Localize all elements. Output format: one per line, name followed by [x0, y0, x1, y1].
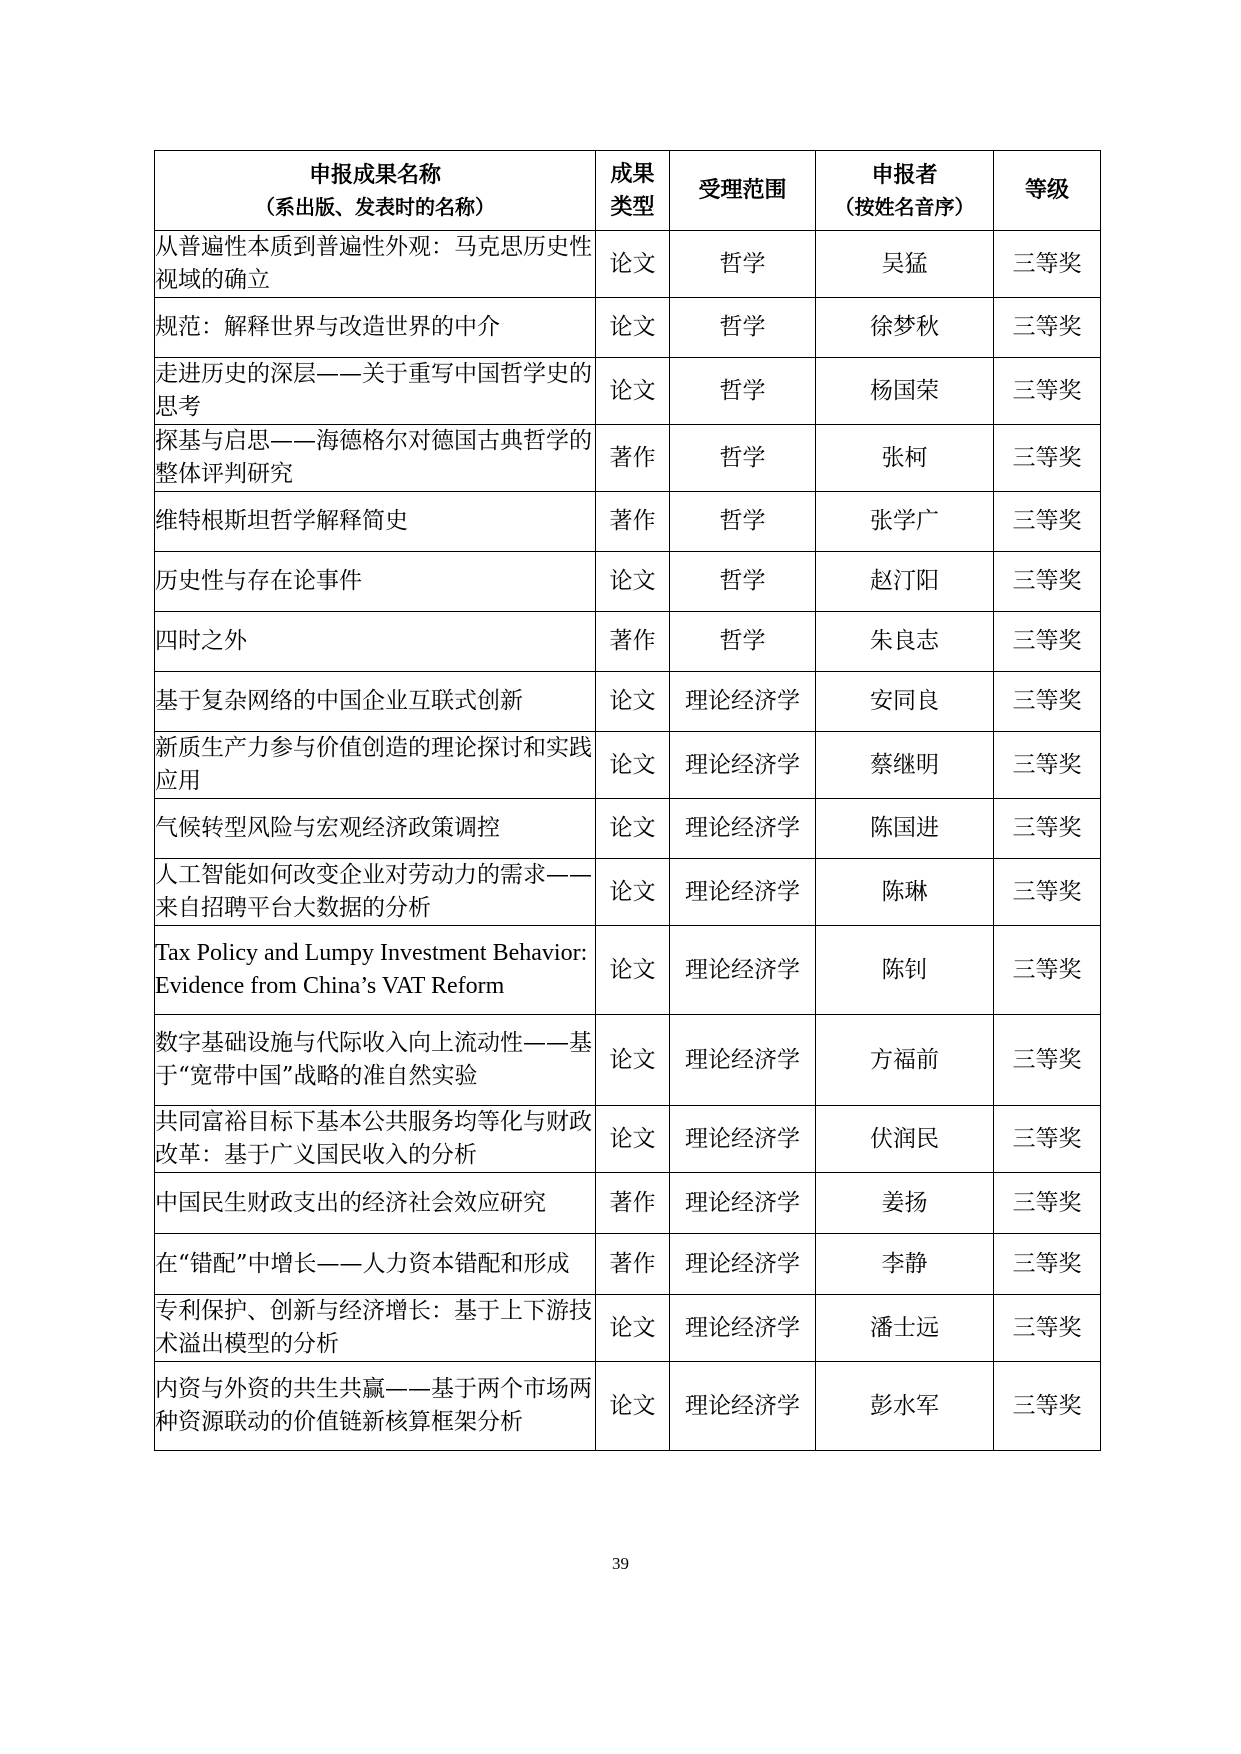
cell-title: 从普遍性本质到普遍性外观：马克思历史性视域的确立 — [155, 231, 596, 298]
cell-applicant: 陈国进 — [816, 799, 994, 859]
cell-type: 论文 — [596, 298, 670, 358]
header-title — [155, 151, 596, 231]
cell-grade: 三等奖 — [994, 799, 1101, 859]
cell-type: 著作 — [596, 1234, 670, 1295]
cell-scope: 理论经济学 — [670, 859, 816, 926]
cell-type: 论文 — [596, 358, 670, 425]
table-row — [155, 298, 1101, 358]
cell-title: 走进历史的深层——关于重写中国哲学史的思考 — [155, 358, 596, 425]
cell-scope: 理论经济学 — [670, 1173, 816, 1234]
cell-applicant: 蔡继明 — [816, 732, 994, 799]
cell-type: 著作 — [596, 425, 670, 492]
cell-type: 著作 — [596, 1173, 670, 1234]
cell-scope: 哲学 — [670, 552, 816, 612]
cell-grade: 三等奖 — [994, 358, 1101, 425]
cell-scope: 理论经济学 — [670, 926, 816, 1015]
table-body — [155, 231, 1101, 1451]
cell-grade: 三等奖 — [994, 612, 1101, 672]
cell-scope: 理论经济学 — [670, 1015, 816, 1106]
cell-scope: 哲学 — [670, 231, 816, 298]
cell-scope: 哲学 — [670, 612, 816, 672]
cell-title: 数字基础设施与代际收入向上流动性——基于“宽带中国”战略的准自然实验 — [155, 1015, 596, 1106]
cell-type: 论文 — [596, 1106, 670, 1173]
cell-type: 著作 — [596, 612, 670, 672]
cell-title: 专利保护、创新与经济增长：基于上下游技术溢出模型的分析 — [155, 1295, 596, 1362]
header-applicant-main: 申报者 — [871, 162, 938, 188]
cell-grade: 三等奖 — [994, 1015, 1101, 1106]
cell-grade: 三等奖 — [994, 732, 1101, 799]
cell-title: 气候转型风险与宏观经济政策调控 — [155, 799, 596, 859]
header-scope: 受理范围 — [670, 151, 816, 231]
cell-applicant: 朱良志 — [816, 612, 994, 672]
cell-title: 四时之外 — [155, 612, 596, 672]
cell-grade: 三等奖 — [994, 552, 1101, 612]
table-row — [155, 1362, 1101, 1451]
cell-grade: 三等奖 — [994, 1234, 1101, 1295]
cell-type: 论文 — [596, 799, 670, 859]
table-row — [155, 1106, 1101, 1173]
cell-applicant: 方福前 — [816, 1015, 994, 1106]
table-row — [155, 859, 1101, 926]
cell-title: 探基与启思——海德格尔对德国古典哲学的整体评判研究 — [155, 425, 596, 492]
table-row — [155, 1015, 1101, 1106]
cell-applicant: 伏润民 — [816, 1106, 994, 1173]
cell-title: 人工智能如何改变企业对劳动力的需求——来自招聘平台大数据的分析 — [155, 859, 596, 926]
table-row — [155, 358, 1101, 425]
cell-title: 基于复杂网络的中国企业互联式创新 — [155, 672, 596, 732]
cell-title: 在“错配”中增长——人力资本错配和形成 — [155, 1234, 596, 1295]
cell-title: 历史性与存在论事件 — [155, 552, 596, 612]
table-row — [155, 425, 1101, 492]
header-type: 成果 类型 — [596, 151, 670, 231]
header-title-main: 申报成果名称 — [308, 162, 441, 188]
cell-applicant: 姜扬 — [816, 1173, 994, 1234]
cell-scope: 理论经济学 — [670, 732, 816, 799]
cell-type: 论文 — [596, 732, 670, 799]
cell-applicant: 张学广 — [816, 492, 994, 552]
cell-scope: 理论经济学 — [670, 1234, 816, 1295]
cell-title: 维特根斯坦哲学解释简史 — [155, 492, 596, 552]
table-row — [155, 1234, 1101, 1295]
cell-title: 中国民生财政支出的经济社会效应研究 — [155, 1173, 596, 1234]
table-row — [155, 612, 1101, 672]
cell-title: Tax Policy and Lumpy Investment Behavior: Evidence from China’s VAT Reform — [155, 926, 596, 1015]
cell-type: 著作 — [596, 492, 670, 552]
cell-type: 论文 — [596, 1362, 670, 1451]
cell-grade: 三等奖 — [994, 859, 1101, 926]
header-row — [155, 151, 1101, 231]
cell-applicant: 陈钊 — [816, 926, 994, 1015]
cell-grade: 三等奖 — [994, 1173, 1101, 1234]
cell-applicant: 陈琳 — [816, 859, 994, 926]
cell-type: 论文 — [596, 231, 670, 298]
cell-grade: 三等奖 — [994, 425, 1101, 492]
cell-grade: 三等奖 — [994, 672, 1101, 732]
cell-applicant: 彭水军 — [816, 1362, 994, 1451]
cell-grade: 三等奖 — [994, 1362, 1101, 1451]
header-applicant — [816, 151, 994, 231]
table-row — [155, 799, 1101, 859]
table-row — [155, 1295, 1101, 1362]
header-grade: 等级 — [994, 151, 1101, 231]
cell-title: 新质生产力参与价值创造的理论探讨和实践应用 — [155, 732, 596, 799]
cell-applicant: 吴猛 — [816, 231, 994, 298]
cell-title: 共同富裕目标下基本公共服务均等化与财政改革：基于广义国民收入的分析 — [155, 1106, 596, 1173]
table-row — [155, 1173, 1101, 1234]
header-applicant-sub: （按姓名音序） — [834, 194, 975, 219]
table-row — [155, 231, 1101, 298]
cell-title: 内资与外资的共生共赢——基于两个市场两种资源联动的价值链新核算框架分析 — [155, 1362, 596, 1451]
cell-grade: 三等奖 — [994, 926, 1101, 1015]
cell-applicant: 张柯 — [816, 425, 994, 492]
cell-applicant: 李静 — [816, 1234, 994, 1295]
cell-applicant: 赵汀阳 — [816, 552, 994, 612]
cell-applicant: 杨国荣 — [816, 358, 994, 425]
cell-scope: 哲学 — [670, 425, 816, 492]
table-row — [155, 926, 1101, 1015]
cell-type: 论文 — [596, 1015, 670, 1106]
cell-applicant: 徐梦秋 — [816, 298, 994, 358]
cell-title: 规范：解释世界与改造世界的中介 — [155, 298, 596, 358]
cell-grade: 三等奖 — [994, 492, 1101, 552]
cell-type: 论文 — [596, 672, 670, 732]
cell-type: 论文 — [596, 1295, 670, 1362]
table-row — [155, 492, 1101, 552]
awards-table — [154, 150, 1101, 1451]
cell-applicant: 安同良 — [816, 672, 994, 732]
cell-type: 论文 — [596, 859, 670, 926]
cell-scope: 理论经济学 — [670, 1106, 816, 1173]
page-number: 39 — [612, 1554, 629, 1573]
table-row — [155, 672, 1101, 732]
cell-scope: 理论经济学 — [670, 672, 816, 732]
cell-type: 论文 — [596, 926, 670, 1015]
cell-grade: 三等奖 — [994, 298, 1101, 358]
cell-grade: 三等奖 — [994, 1295, 1101, 1362]
cell-scope: 理论经济学 — [670, 1362, 816, 1451]
cell-scope: 哲学 — [670, 492, 816, 552]
table-row — [155, 552, 1101, 612]
cell-scope: 哲学 — [670, 298, 816, 358]
cell-scope: 哲学 — [670, 358, 816, 425]
cell-applicant: 潘士远 — [816, 1295, 994, 1362]
cell-grade: 三等奖 — [994, 1106, 1101, 1173]
table-row — [155, 732, 1101, 799]
cell-scope: 理论经济学 — [670, 799, 816, 859]
cell-scope: 理论经济学 — [670, 1295, 816, 1362]
header-title-sub: （系出版、发表时的名称） — [255, 194, 495, 219]
cell-type: 论文 — [596, 552, 670, 612]
cell-grade: 三等奖 — [994, 231, 1101, 298]
